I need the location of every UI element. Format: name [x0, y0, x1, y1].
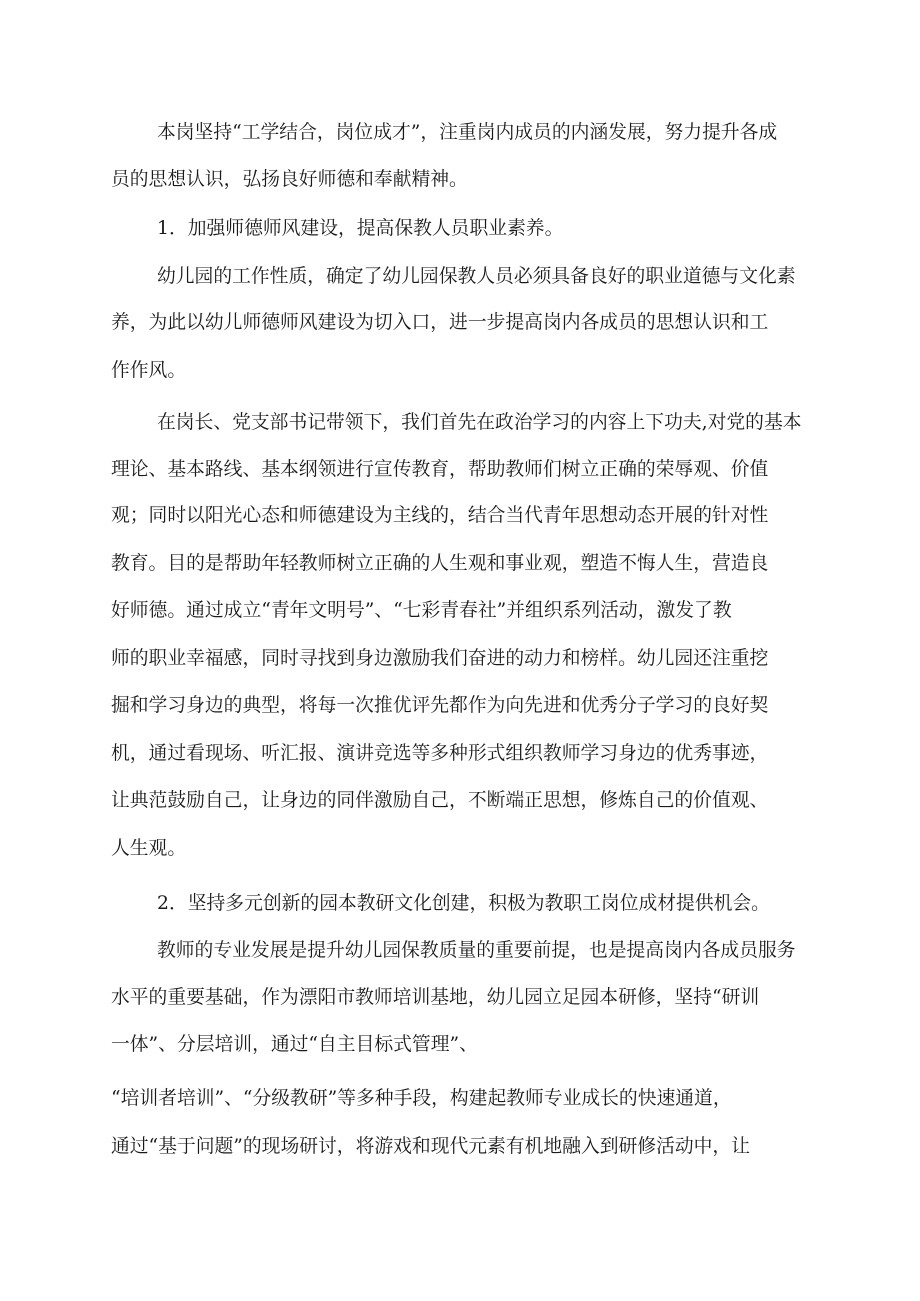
paragraph-3-line-7: 掘和学习身边的典型，将每一次推优评先都作为向先进和优秀分子学习的良好契 — [111, 695, 769, 716]
section-heading-1: 1．加强师德师风建设，提高保教人员职业素养。 — [157, 218, 564, 239]
paragraph-3-line-1: 在岗长、党支部书记带领下，我们首先在政治学习的内容上下功夫,对党的基本 — [157, 412, 802, 433]
paragraph-4-line-2: 水平的重要基础，作为漂阳市教师培训基地，幼儿园立足园本研修，坚持“研训 — [111, 987, 760, 1008]
section-heading-2: 2．坚持多元创新的园本教研文化创建，积极为教职工岗位成材提供机会。 — [157, 893, 770, 914]
paragraph-2-line-1: 幼儿园的工作性质，确定了幼儿园保教人员必须具备良好的职业道德与文化素 — [157, 266, 796, 287]
paragraph-3-line-10: 人生观。 — [111, 838, 187, 859]
paragraph-4-line-1: 教师的专业发展是提升幼儿园保教质量的重要前提，也是提高岗内各成员服务 — [157, 940, 796, 961]
paragraph-3-line-9: 让典范鼓励自己，让身边的同伴激励自己，不断端正思想，修炼自己的价值观、 — [111, 790, 769, 811]
paragraph-4-line-4: “培训者培训”、“分级教研”等多种手段，构建起教师专业成长的快速通道， — [111, 1088, 732, 1109]
paragraph-3-line-2: 理论、基本路线、基本纲领进行宣传教育，帮助教师们树立正确的荣辱观、价值 — [111, 459, 769, 480]
paragraph-4-line-3: 一体”、分层培训，通过“自主目标式管理”、 — [111, 1034, 478, 1055]
paragraph-3-line-8: 机，通过看现场、听汇报、演讲竞选等多种形式组织教师学习身边的优秀事迹， — [111, 743, 769, 764]
paragraph-3-line-6: 师的职业幸福感，同时寻找到身边激励我们奋进的动力和榜样。幼儿园还注重挖 — [111, 648, 769, 669]
paragraph-2-line-2: 养，为此以幼儿师德师风建设为切入口，进一步提高岗内各成员的思想认识和工 — [111, 312, 769, 333]
paragraph-4-line-5: 通过“基于问题”的现场研讨，将游戏和现代元素有机地融入到研修活动中，让 — [111, 1136, 750, 1157]
paragraph-1-line-1: 本岗坚持“工学结合，岗位成才”，注重岗内成员的内涵发展，努力提升各成 — [157, 122, 778, 143]
paragraph-3-line-4: 教育。目的是帮助年轻教师树立正确的人生观和事业观，塑造不悔人生，营造良 — [111, 553, 769, 574]
paragraph-2-line-3: 作作风。 — [111, 360, 187, 381]
paragraph-1-line-2: 员的思想认识，弘扬良好师德和奉献精神。 — [111, 169, 468, 190]
paragraph-3-line-3: 观；同时以阳光心态和师德建设为主线的，结合当代青年思想动态开展的针对性 — [111, 505, 769, 526]
paragraph-3-line-5: 好师德。通过成立“青年文明号”、“七彩青春社”并组织系列活动，激发了教 — [111, 600, 732, 621]
